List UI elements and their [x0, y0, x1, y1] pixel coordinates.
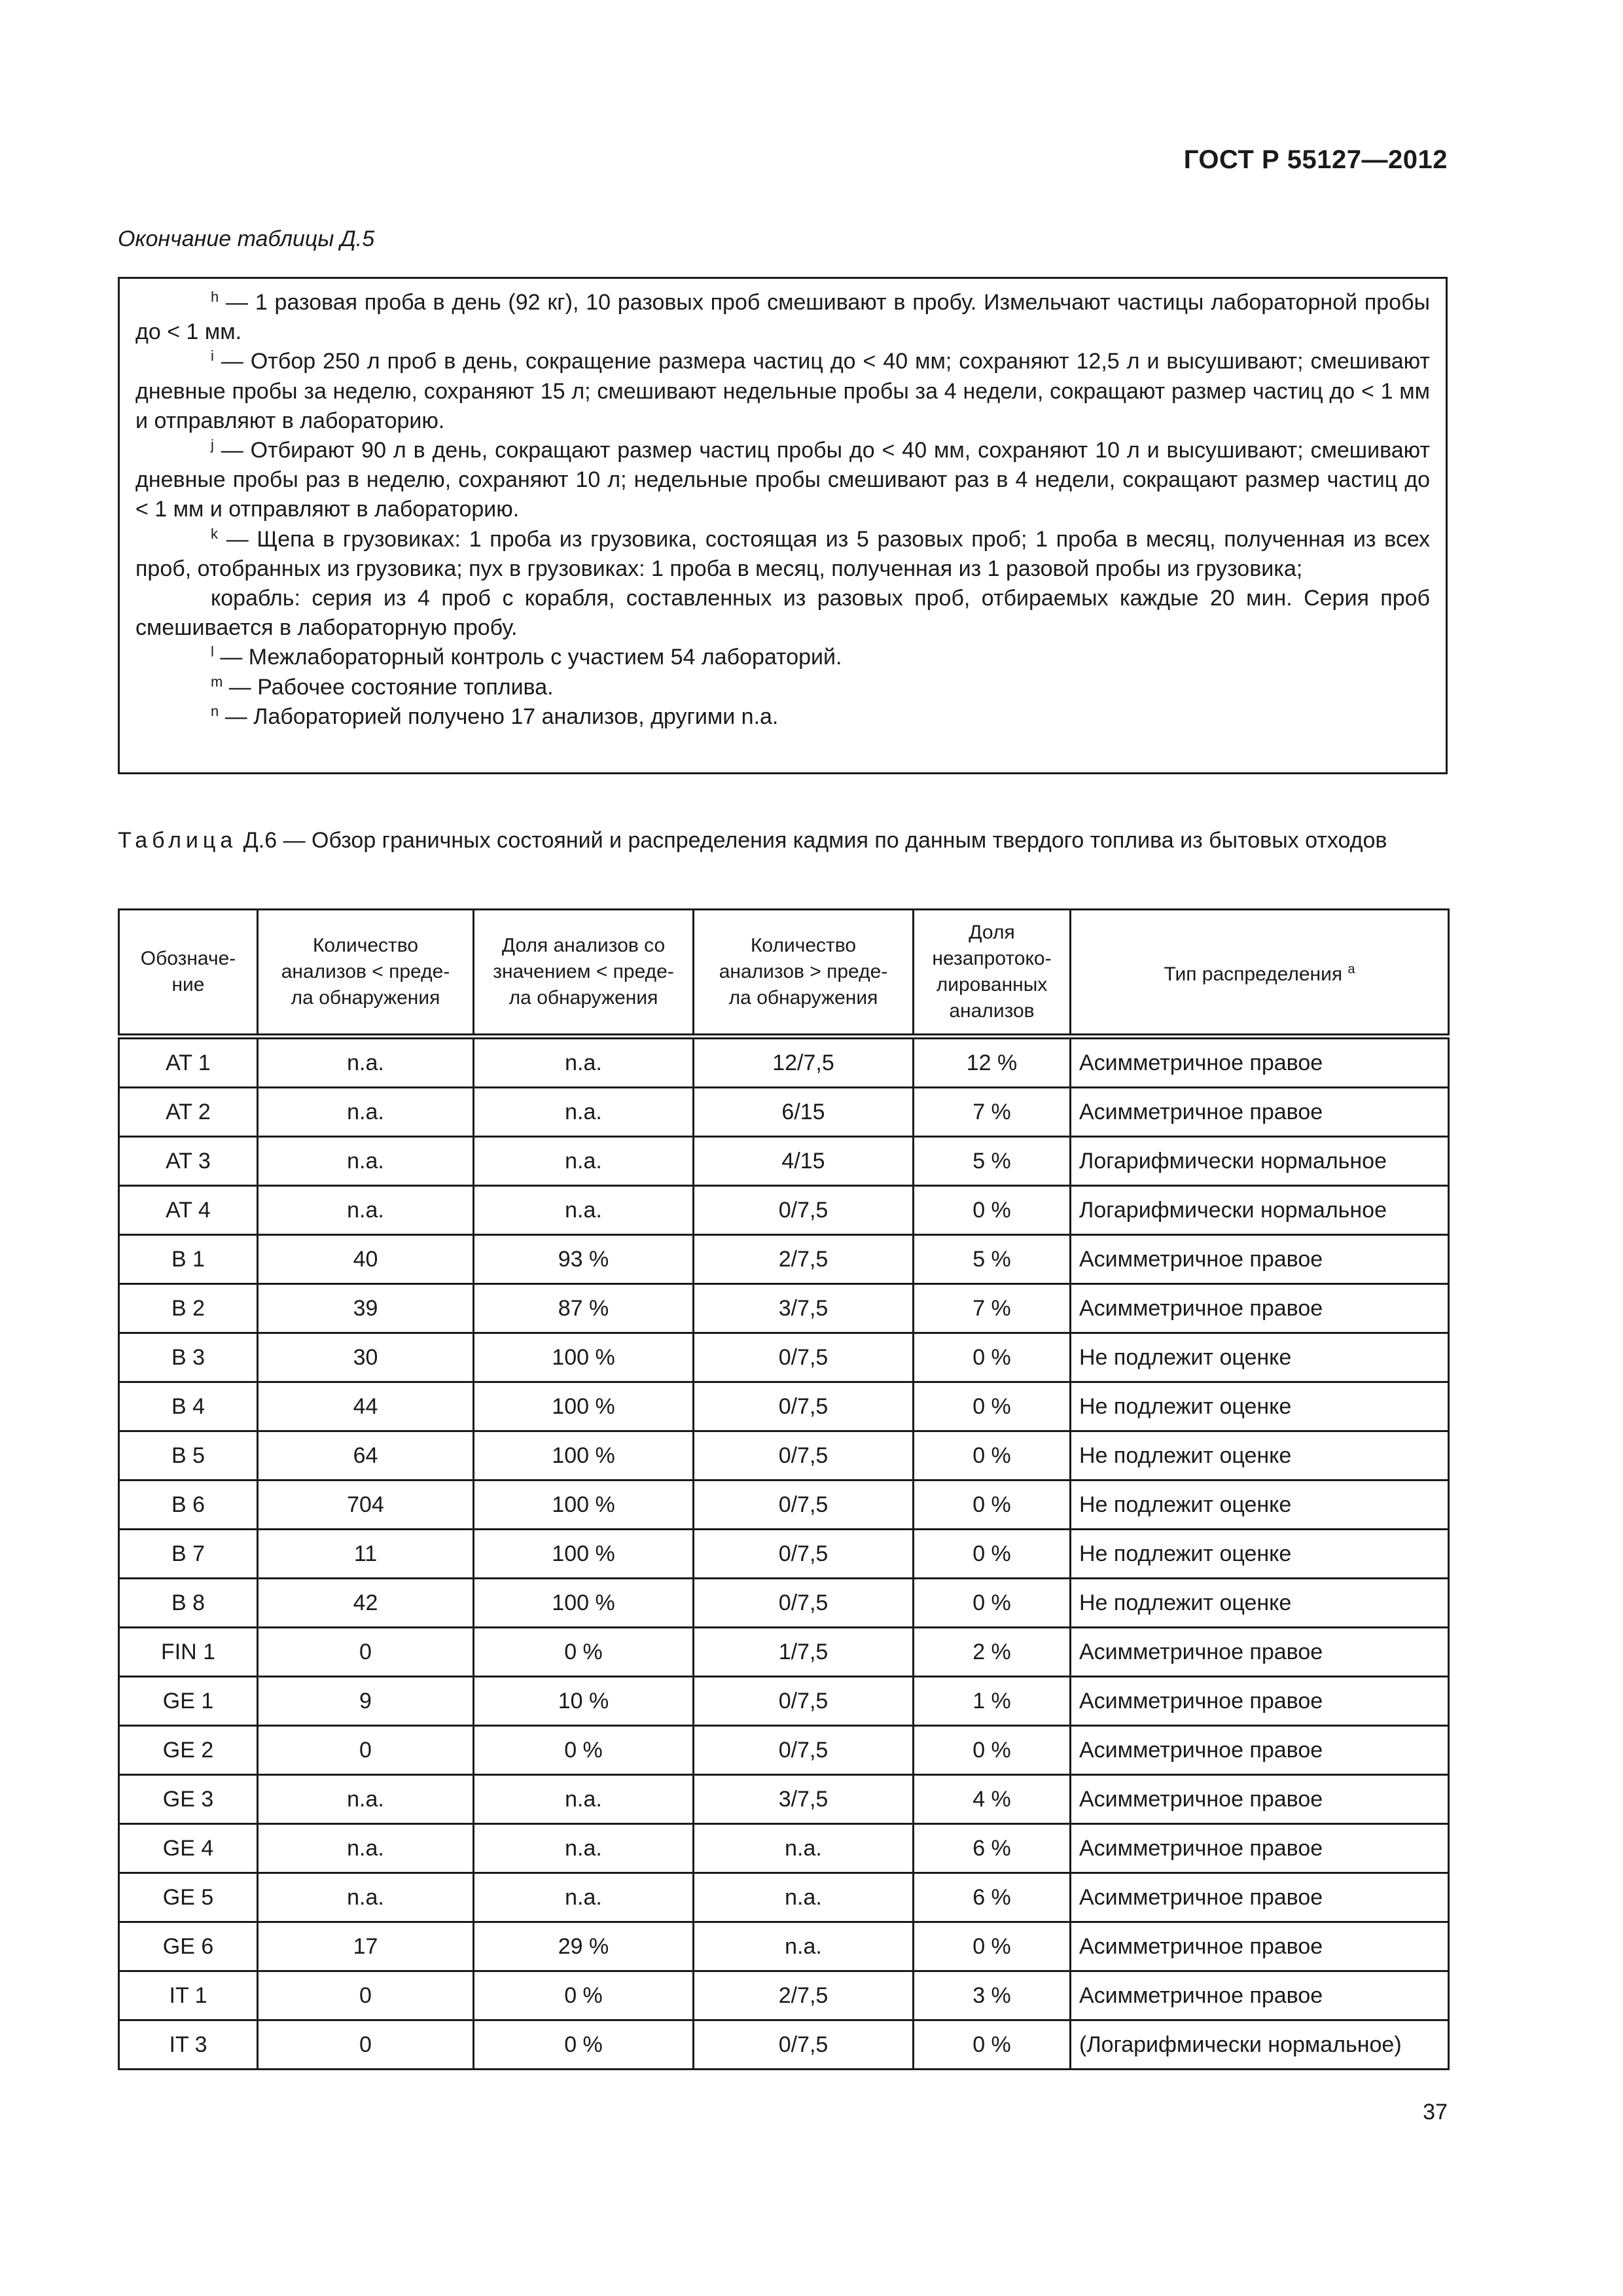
table-cell: B 8 [119, 1579, 258, 1628]
footnote-0 [135, 288, 1430, 347]
table-row [119, 1971, 1449, 2020]
table-cell: 0/7,5 [694, 1382, 914, 1431]
column-header-line: значением < преде- [493, 961, 674, 982]
table-cell: Не подлежит оценке [1071, 1431, 1449, 1480]
table-cell: n.a. [258, 1873, 474, 1922]
table-cell: Не подлежит оценке [1071, 1480, 1449, 1530]
table-cell: B 1 [119, 1235, 258, 1284]
footnote-text: — Межлабораторный контроль с участием 54 лабораторий. [213, 645, 842, 670]
table-row [119, 1186, 1449, 1235]
table-cell: n.a. [258, 1775, 474, 1824]
table-cell: 0 [258, 2020, 474, 2070]
table-cell: 17 [258, 1922, 474, 1971]
table-cell: 0 % [914, 1186, 1071, 1235]
table-cell: 0 % [914, 1726, 1071, 1775]
table-cell: 0/7,5 [694, 1579, 914, 1628]
cadmium-distribution-table [118, 908, 1450, 2070]
table-caption-prefix: Таблица [118, 828, 238, 853]
table-cell: n.a. [474, 1873, 694, 1922]
table-header-row [119, 910, 1449, 1037]
table-cell: 0/7,5 [694, 1186, 914, 1235]
table-cell: 12 % [914, 1037, 1071, 1088]
footnote-text: — 1 разовая проба в день (92 кг), 10 разовых проб смешивают в пробу. Измельчают частицы лабораторной пробы до < 1 мм. [135, 290, 1430, 345]
table-cell: Асимметричное правое [1071, 1284, 1449, 1333]
table-cell: Логарифмически нормальное [1071, 1186, 1449, 1235]
table-row [119, 1235, 1449, 1284]
table-cell: 0 % [474, 2020, 694, 2070]
table-cell: 42 [258, 1579, 474, 1628]
table-cell: 44 [258, 1382, 474, 1431]
footnote-text: — Лабораторией получено 17 анализов, другими n.a. [219, 704, 779, 729]
table-row [119, 1824, 1449, 1873]
table-row [119, 1284, 1449, 1333]
column-header-line: анализов > преде- [719, 961, 888, 982]
table-cell: n.a. [694, 1922, 914, 1971]
table-cell: Асимметричное правое [1071, 1775, 1449, 1824]
table-cell: B 3 [119, 1333, 258, 1382]
table-cell: 0 % [914, 1382, 1071, 1431]
table-cell: AT 2 [119, 1088, 258, 1137]
table-cell: 3/7,5 [694, 1775, 914, 1824]
table-cell: Асимметричное правое [1071, 1824, 1449, 1873]
table-cell: 4/15 [694, 1137, 914, 1186]
footnote-reference: a [1347, 962, 1355, 977]
table-cell: 0 % [474, 1628, 694, 1677]
table-cell: 0/7,5 [694, 1677, 914, 1726]
page-number: 37 [1423, 2100, 1448, 2125]
table-cell: n.a. [258, 1088, 474, 1137]
table-row [119, 1873, 1449, 1922]
table-cell: 30 [258, 1333, 474, 1382]
table-cell: 11 [258, 1530, 474, 1579]
table-cell: Асимметричное правое [1071, 1235, 1449, 1284]
footnote-mark: l [211, 643, 214, 660]
footnote-text: — Отбирают 90 л в день, сокращают размер частиц пробы до < 40 мм, сохраняют 10 л и высушивают; смешивают дневные пробы раз в неделю, сохраняют 10 л; недельные пробы смешивают раз в 4 недели, сокращают размер частиц до < 1 мм и отправляют в лабораторию. [135, 438, 1430, 522]
table-cell: 6 % [914, 1873, 1071, 1922]
document-code: ГОСТ Р 55127—2012 [1183, 145, 1448, 174]
footnote-mark: k [211, 525, 218, 542]
table-cell: GE 1 [119, 1677, 258, 1726]
table-cell: 100 % [474, 1480, 694, 1530]
table-cell: GE 6 [119, 1922, 258, 1971]
table-row [119, 1431, 1449, 1480]
table-cell: GE 4 [119, 1824, 258, 1873]
table-cell: 100 % [474, 1530, 694, 1579]
table-cell: n.a. [694, 1873, 914, 1922]
column-header-line: Количество [750, 935, 857, 956]
table-cell: IT 3 [119, 2020, 258, 2070]
column-header-line: Количество [312, 935, 419, 956]
table-cell: B 5 [119, 1431, 258, 1480]
table-cell: 0 % [914, 1431, 1071, 1480]
table-cell: AT 3 [119, 1137, 258, 1186]
table-cell: Не подлежит оценке [1071, 1333, 1449, 1382]
table-cell: 39 [258, 1284, 474, 1333]
footnote-text: — Щепа в грузовиках: 1 проба из грузовика, состоящая из 5 разовых проб; 1 проба в месяц, полученная из всех проб, отобранных из грузовика; пух в грузовиках: 1 проба в месяц, полученная из 1 разовой пробы из грузовика; [135, 526, 1430, 581]
table-cell: 4 % [914, 1775, 1071, 1824]
table-cell: B 7 [119, 1530, 258, 1579]
footnote-mark: m [211, 673, 223, 690]
table-row [119, 1137, 1449, 1186]
table-row [119, 1088, 1449, 1137]
column-header-line: Доля [969, 922, 1015, 943]
table-cell: 29 % [474, 1922, 694, 1971]
table-cell: 87 % [474, 1284, 694, 1333]
table-cell: Логарифмически нормальное [1071, 1137, 1449, 1186]
footnote-mark: i [211, 348, 214, 365]
table-cell: GE 3 [119, 1775, 258, 1824]
column-header-line: ла обнаружения [728, 987, 878, 1009]
table-cell: 0 [258, 1971, 474, 2020]
table-cell: 0 % [914, 1480, 1071, 1530]
table-cell: FIN 1 [119, 1628, 258, 1677]
column-header [474, 910, 694, 1037]
footnote-mark: h [211, 289, 219, 305]
footnote-mark: j [211, 437, 214, 454]
table-cell: 0 % [914, 2020, 1071, 2070]
footnote-mark: n [211, 702, 219, 719]
table-cell: Не подлежит оценке [1071, 1530, 1449, 1579]
table-cell: AT 1 [119, 1037, 258, 1088]
column-header [694, 910, 914, 1037]
table-cell: Асимметричное правое [1071, 1873, 1449, 1922]
table-cell: n.a. [474, 1775, 694, 1824]
column-header-line: анализов < преде- [281, 961, 450, 982]
column-header-line: незапротоко- [932, 948, 1052, 969]
table-cell: 100 % [474, 1382, 694, 1431]
table-cell: 3 % [914, 1971, 1071, 2020]
table-cell: Асимметричное правое [1071, 1922, 1449, 1971]
footnote-5 [135, 643, 1430, 672]
column-header [258, 910, 474, 1037]
table-cell: 10 % [474, 1677, 694, 1726]
table-cell: 0/7,5 [694, 1333, 914, 1382]
column-header [119, 910, 258, 1037]
table-row [119, 1037, 1449, 1088]
footnote-6 [135, 673, 1430, 702]
table-cell: 0 % [914, 1579, 1071, 1628]
table-cell: 100 % [474, 1431, 694, 1480]
table-cell: Асимметричное правое [1071, 1677, 1449, 1726]
table-row [119, 1677, 1449, 1726]
table-cell: n.a. [258, 1137, 474, 1186]
table-cell: 0/7,5 [694, 1480, 914, 1530]
table-cell: Не подлежит оценке [1071, 1382, 1449, 1431]
table-row [119, 1579, 1449, 1628]
table-cell: 9 [258, 1677, 474, 1726]
table-cell: 0/7,5 [694, 2020, 914, 2070]
table-cell: 1 % [914, 1677, 1071, 1726]
table-row [119, 1922, 1449, 1971]
table-cell: 3/7,5 [694, 1284, 914, 1333]
column-header-line: ла обнаружения [291, 987, 440, 1009]
table-cell: Асимметричное правое [1071, 1037, 1449, 1088]
table-cell: B 2 [119, 1284, 258, 1333]
table-cell: Асимметричное правое [1071, 1088, 1449, 1137]
table-cell: Асимметричное правое [1071, 1971, 1449, 2020]
column-header [914, 910, 1071, 1037]
table-cell: 2/7,5 [694, 1971, 914, 2020]
table-cell: 0/7,5 [694, 1530, 914, 1579]
table-cell: 12/7,5 [694, 1037, 914, 1088]
table-cell: n.a. [474, 1037, 694, 1088]
table-cell: 0 % [914, 1922, 1071, 1971]
table-body [119, 1037, 1449, 2070]
table-cell: 6 % [914, 1824, 1071, 1873]
table-cell: GE 2 [119, 1726, 258, 1775]
table-cell: 0 % [914, 1333, 1071, 1382]
table-cell: 1/7,5 [694, 1628, 914, 1677]
table-cell: n.a. [474, 1137, 694, 1186]
column-header-line: ла обнаружения [508, 987, 658, 1009]
table-cell: 7 % [914, 1088, 1071, 1137]
table-cell: 7 % [914, 1284, 1071, 1333]
table-cell: 5 % [914, 1137, 1071, 1186]
table-cell: 0 % [474, 1971, 694, 2020]
table-cell: 5 % [914, 1235, 1071, 1284]
footnote-text: — Отбор 250 л проб в день, сокращение размера частиц до < 40 мм; сохраняют 12,5 л и высушивают; смешивают дневные пробы за неделю, сохраняют 15 л; смешивают недельные пробы за 4 недели, сокращают размер частиц до < 1 мм и отправляют в лабораторию. [135, 349, 1430, 433]
table-row [119, 1775, 1449, 1824]
column-header-line: анализов [949, 1000, 1035, 1022]
table-cell: Не подлежит оценке [1071, 1579, 1449, 1628]
column-header [1071, 910, 1449, 1037]
footnote-text: — Рабочее состояние топлива. [223, 674, 554, 700]
table-row [119, 1530, 1449, 1579]
column-header-line: ние [171, 974, 205, 996]
table-cell: Асимметричное правое [1071, 1726, 1449, 1775]
table-row [119, 1480, 1449, 1530]
table-cell: IT 1 [119, 1971, 258, 2020]
table-cell: AT 4 [119, 1186, 258, 1235]
footnote-7 [135, 702, 1430, 732]
table-row [119, 1333, 1449, 1382]
table-row [119, 1726, 1449, 1775]
table-cell: 100 % [474, 1579, 694, 1628]
table-cell: B 6 [119, 1480, 258, 1530]
table-cell: 2/7,5 [694, 1235, 914, 1284]
table-continuation-label: Окончание таблицы Д.5 [118, 226, 375, 251]
column-header-line: лированных [936, 974, 1048, 996]
footnotes-box [118, 277, 1448, 774]
column-header-line: Доля анализов со [501, 935, 666, 956]
table-cell: n.a. [258, 1824, 474, 1873]
table-cell: 0/7,5 [694, 1431, 914, 1480]
table-caption [118, 826, 1448, 855]
table-cell: B 4 [119, 1382, 258, 1431]
footnote-2 [135, 436, 1430, 525]
table-cell: 704 [258, 1480, 474, 1530]
table-row [119, 2020, 1449, 2070]
table-cell: 0 % [474, 1726, 694, 1775]
table-row [119, 1628, 1449, 1677]
table-cell: 0/7,5 [694, 1726, 914, 1775]
table-row [119, 1382, 1449, 1431]
table-cell: (Логарифмически нормальное) [1071, 2020, 1449, 2070]
table-cell: 100 % [474, 1333, 694, 1382]
table-cell: n.a. [694, 1824, 914, 1873]
table-cell: 0 [258, 1628, 474, 1677]
table-cell: 2 % [914, 1628, 1071, 1677]
table-cell: n.a. [474, 1088, 694, 1137]
table-cell: 40 [258, 1235, 474, 1284]
table-cell: 6/15 [694, 1088, 914, 1137]
column-header-line: Тип распределения [1164, 963, 1343, 985]
table-cell: 93 % [474, 1235, 694, 1284]
table-cell: 64 [258, 1431, 474, 1480]
table-cell: GE 5 [119, 1873, 258, 1922]
table-cell: Асимметричное правое [1071, 1628, 1449, 1677]
table-cell: 0 [258, 1726, 474, 1775]
footnote-4 [135, 584, 1430, 643]
footnote-1 [135, 347, 1430, 436]
table-cell: n.a. [258, 1186, 474, 1235]
table-cell: n.a. [258, 1037, 474, 1088]
table-caption-text: Д.6 — Обзор граничных состояний и распределения кадмия по данным твердого топлива из бытовых отходов [237, 828, 1387, 853]
table-cell: 0 % [914, 1530, 1071, 1579]
footnote-3 [135, 525, 1430, 584]
table-cell: n.a. [474, 1186, 694, 1235]
table-cell: n.a. [474, 1824, 694, 1873]
footnote-text: корабль: серия из 4 проб с корабля, составленных из разовых проб, отбираемых каждые 20 мин. Серия проб смешивается в лабораторную пробу. [135, 586, 1430, 641]
column-header-line: Обозначе- [140, 948, 236, 969]
